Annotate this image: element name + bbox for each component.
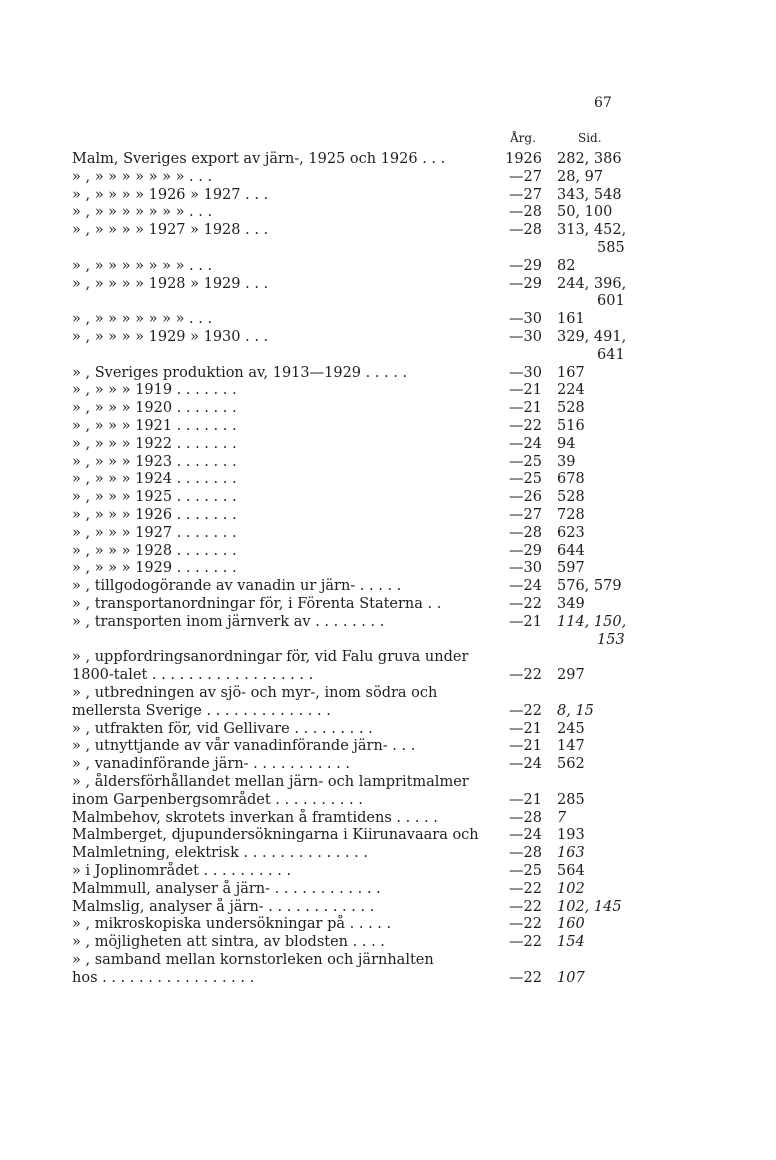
- entry-text: Malm, Sveriges export av järn-, 1925 och 1926 . . .: [72, 151, 446, 167]
- entry-year: —28: [509, 809, 542, 826]
- entry-year: —27: [509, 186, 542, 203]
- entry-pages: 193: [557, 827, 585, 844]
- entry-year: —22: [509, 596, 542, 612]
- entry-pages: 147: [557, 738, 585, 755]
- entry-pages: 285: [557, 791, 585, 808]
- index-entry: [0, 328, 776, 346]
- entry-year: —30: [509, 364, 542, 381]
- entry-year: —29: [509, 257, 542, 274]
- entry-year: —22: [509, 969, 542, 986]
- entry-text: » , » » » 1921 . . . . . . .: [72, 418, 237, 434]
- index-entry: [0, 203, 776, 221]
- entry-text: » , » » » 1928 . . . . . . .: [72, 542, 237, 559]
- entry-year: —24: [509, 827, 542, 844]
- entry-text: » , » » » 1925 . . . . . . .: [72, 489, 237, 506]
- entry-text: » , » » » » » » » . . .: [72, 311, 213, 328]
- index-entry: [0, 862, 776, 880]
- entry-text: » , » » » » 1929 » 1930 . . .: [72, 329, 269, 345]
- index-entry: [0, 684, 776, 702]
- entry-pages: 585: [597, 240, 625, 256]
- entry-pages: 39: [557, 453, 576, 470]
- entry-year: —29: [509, 275, 542, 292]
- entry-year: —29: [509, 542, 542, 559]
- index-entry: [0, 702, 776, 720]
- entry-year: —28: [509, 524, 542, 541]
- entry-pages: 562: [557, 756, 585, 773]
- index-entry: [0, 809, 776, 827]
- index-entry: [0, 381, 776, 399]
- index-entry: [0, 257, 776, 275]
- entry-text: » , » » » » » » » . . .: [72, 257, 213, 274]
- entry-year: —27: [509, 507, 542, 523]
- entry-text: » , » » » » » » » . . .: [72, 204, 213, 221]
- entry-text: » , » » » » » » » . . .: [72, 168, 213, 185]
- entry-text: » , möjligheten att sintra, av blodsten . . . .: [72, 934, 385, 951]
- entry-pages: 163: [557, 845, 585, 862]
- entry-text: » , » » » 1924 . . . . . . .: [72, 471, 237, 488]
- entry-year: —22: [509, 916, 542, 933]
- entry-text: Malmberget, djupundersökningarna i Kiirunavaara och: [72, 827, 479, 844]
- entry-year: —22: [509, 880, 542, 897]
- index-entry: [0, 915, 776, 933]
- entry-text: » , mikroskopiska undersökningar på . . . . .: [72, 916, 392, 933]
- entry-pages: 245: [557, 720, 585, 737]
- entry-text: » , » » » 1927 . . . . . . .: [72, 524, 237, 541]
- index-entry: [0, 844, 776, 862]
- entry-pages: 28, 97: [557, 168, 604, 185]
- index-entry: [0, 524, 776, 542]
- entry-year: —25: [509, 453, 542, 470]
- entry-pages: 623: [557, 524, 585, 541]
- page-number: 67: [594, 95, 612, 111]
- entry-year: —28: [509, 204, 542, 221]
- entry-text: » , utnyttjande av vår vanadinförande järn- . . .: [72, 738, 416, 755]
- entry-pages: 564: [557, 863, 585, 879]
- entry-year: —21: [509, 400, 542, 417]
- entry-pages: 102: [557, 880, 585, 897]
- entry-pages: 597: [557, 560, 585, 577]
- index-entry: [0, 791, 776, 809]
- year-column-header: Årg.: [510, 131, 536, 145]
- index-entry: [0, 559, 776, 577]
- entry-pages: 516: [557, 418, 585, 434]
- index-entry: [0, 417, 776, 435]
- index-entry: [0, 346, 776, 364]
- index-entry: [0, 399, 776, 417]
- entry-text: inom Garpenbergsområdet . . . . . . . . . .: [72, 791, 363, 808]
- page-column-header: Sid.: [578, 131, 602, 145]
- entry-pages: 343, 548: [557, 186, 622, 203]
- entry-text: » , uppfordringsanordningar för, vid Falu gruva under: [72, 649, 469, 666]
- entry-text: » , transportanordningar för, i Förenta Staterna . .: [72, 596, 442, 612]
- entry-pages: 601: [597, 293, 625, 310]
- entry-text: » , » » » » 1928 » 1929 . . .: [72, 275, 269, 292]
- entry-text: Malmbehov, skrotets inverkan å framtidens . . . . .: [72, 809, 438, 826]
- entry-year: —24: [509, 756, 542, 773]
- entry-text: » , transporten inom järnverk av . . . . . . . .: [72, 613, 385, 630]
- entry-text: » , Sveriges produktion av, 1913—1929 . . . . .: [72, 364, 408, 381]
- entry-pages: 644: [557, 542, 585, 559]
- entry-year: —30: [509, 560, 542, 577]
- entry-pages: 641: [597, 346, 625, 363]
- entry-year: —22: [509, 702, 542, 719]
- entry-year: —21: [509, 613, 542, 630]
- index-entry: [0, 186, 776, 204]
- index-entry: [0, 631, 776, 649]
- entry-year: —28: [509, 222, 542, 239]
- index-entry: [0, 470, 776, 488]
- entry-pages: 114, 150,: [557, 613, 627, 630]
- index-entry: [0, 720, 776, 738]
- entry-pages: 107: [557, 969, 585, 986]
- entry-text: » , » » » 1919 . . . . . . .: [72, 382, 237, 399]
- entry-pages: 528: [557, 400, 585, 417]
- index-entry: [0, 275, 776, 293]
- entry-year: —24: [509, 435, 542, 452]
- index-entry: [0, 435, 776, 453]
- entry-pages: 576, 579: [557, 578, 622, 595]
- index-entry: [0, 453, 776, 471]
- entry-text: » , samband mellan kornstorleken och järnhalten: [72, 952, 434, 968]
- entry-text: Malmletning, elektrisk . . . . . . . . . . . . . .: [72, 845, 369, 862]
- index-entry: [0, 310, 776, 328]
- index-entry: [0, 755, 776, 773]
- entry-text: » , » » » » 1927 » 1928 . . .: [72, 222, 269, 239]
- entry-pages: 528: [557, 489, 585, 506]
- entry-pages: 82: [557, 257, 576, 274]
- entry-pages: 161: [557, 311, 585, 328]
- entry-text: » , » » » 1929 . . . . . . .: [72, 560, 237, 577]
- entry-text: » , åldersförhållandet mellan järn- och lampritmalmer: [72, 774, 469, 790]
- entry-pages: 329, 491,: [557, 329, 627, 345]
- index-entry: [0, 951, 776, 969]
- entry-pages: 282, 386: [557, 151, 622, 167]
- entry-year: —25: [509, 863, 542, 879]
- entry-text: » , utfrakten för, vid Gellivare . . . . . . . . .: [72, 720, 373, 737]
- entry-text: » , utbredningen av sjö- och myr-, inom södra och: [72, 685, 438, 701]
- entry-text: mellersta Sverige . . . . . . . . . . . . . .: [72, 702, 331, 719]
- index-entry: [0, 648, 776, 666]
- entry-pages: 678: [557, 471, 585, 488]
- entry-year: —21: [509, 791, 542, 808]
- index-entry: [0, 595, 776, 613]
- entry-year: —22: [509, 934, 542, 951]
- entry-pages: 154: [557, 934, 585, 951]
- entry-year: —22: [509, 898, 542, 915]
- entry-pages: 728: [557, 507, 585, 523]
- index-entry: [0, 150, 776, 168]
- entry-text: Malmmull, analyser å järn- . . . . . . . . . . . .: [72, 880, 381, 897]
- entry-year: —26: [509, 489, 542, 506]
- index-entry: [0, 542, 776, 560]
- entry-year: 1926: [505, 151, 542, 167]
- index-entry: [0, 221, 776, 239]
- entry-text: » , » » » 1923 . . . . . . .: [72, 453, 237, 470]
- index-entry: [0, 933, 776, 951]
- entry-pages: 160: [557, 916, 585, 933]
- entry-text: » , » » » » 1926 » 1927 . . .: [72, 186, 269, 203]
- entry-pages: 94: [557, 435, 576, 452]
- entry-pages: 167: [557, 364, 585, 381]
- entry-text: » , » » » 1926 . . . . . . .: [72, 507, 237, 523]
- index-entry: [0, 364, 776, 382]
- entry-year: —22: [509, 418, 542, 434]
- index-entry: [0, 773, 776, 791]
- entry-year: —22: [509, 667, 542, 684]
- index-entry: [0, 577, 776, 595]
- entry-text: » , tillgodogörande av vanadin ur järn- . . . . .: [72, 578, 402, 595]
- entry-pages: 297: [557, 667, 585, 684]
- index-entry: [0, 292, 776, 310]
- entry-year: —30: [509, 311, 542, 328]
- entry-text: Malmslig, analyser å järn- . . . . . . . . . . . .: [72, 898, 375, 915]
- entry-text: » , » » » 1920 . . . . . . .: [72, 400, 237, 417]
- entry-year: —25: [509, 471, 542, 488]
- entry-year: —21: [509, 382, 542, 399]
- entry-pages: 313, 452,: [557, 222, 627, 239]
- index-entry: [0, 666, 776, 684]
- index-entry: [0, 898, 776, 916]
- entry-pages: 153: [597, 631, 625, 648]
- entry-year: —24: [509, 578, 542, 595]
- index-entry: [0, 239, 776, 257]
- entry-year: —30: [509, 329, 542, 345]
- entry-pages: 349: [557, 596, 585, 612]
- entry-year: —27: [509, 168, 542, 185]
- entry-text: 1800-talet . . . . . . . . . . . . . . . . . .: [72, 667, 314, 684]
- entry-year: —28: [509, 845, 542, 862]
- index-entry: [0, 737, 776, 755]
- index-entry: [0, 969, 776, 987]
- entry-pages: 244, 396,: [557, 275, 627, 292]
- index-entry: [0, 826, 776, 844]
- index-entry: [0, 880, 776, 898]
- entry-pages: 50, 100: [557, 204, 613, 221]
- entry-text: hos . . . . . . . . . . . . . . . . .: [72, 969, 255, 986]
- index-entry: [0, 506, 776, 524]
- index-entry: [0, 613, 776, 631]
- entry-year: —21: [509, 738, 542, 755]
- entry-text: » , » » » 1922 . . . . . . .: [72, 435, 237, 452]
- entry-pages: 8, 15: [557, 702, 594, 719]
- entry-pages: 102, 145: [557, 898, 622, 915]
- entry-pages: 224: [557, 382, 585, 399]
- entry-pages: 7: [557, 809, 567, 826]
- index-entry: [0, 168, 776, 186]
- index-entry: [0, 488, 776, 506]
- entry-year: —21: [509, 720, 542, 737]
- entry-text: » , vanadinförande järn- . . . . . . . . . . .: [72, 756, 350, 773]
- entry-text: » i Joplinområdet . . . . . . . . . .: [72, 863, 292, 879]
